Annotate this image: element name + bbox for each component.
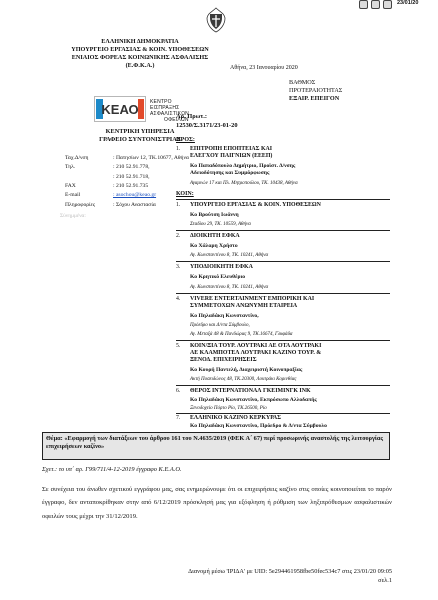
subject-text: Θέμα: «Εφαρμογή των διατάξεων του άρθρου 161 του Ν.4635/2019 (ΦΕΚ Α΄ 67) περί προσωρινής αναστολής της λειτουργίας επιχειρήσεων καζίνο» xyxy=(46,435,384,451)
cc-name: ΥΠΟΥΡΓΕΙΟ ΕΡΓΑΣΙΑΣ & ΚΟΙΝ. ΥΠΟΘΕΣΕΩΝ xyxy=(190,202,321,208)
recipient-representative: Κο Παπαδόπουλο Δημήτριο, Προϊστ. Δ/νσης xyxy=(190,163,296,169)
protocol-label: Αρ. Πρωτ.: xyxy=(176,113,207,120)
contact-value: : Πατησίων 12, ΤΚ.10677, Αθήνα xyxy=(113,155,189,161)
cc-address: Ακτή Ποσειδώνος 48, ΤΚ.20300, Λουτράκι Κορινθίας xyxy=(190,377,297,382)
cc-representative: Κο Πηλαδάκη Κωνσταντίνο, Πρόεδρο & Δ/ντα Σύμβουλο xyxy=(190,423,327,429)
contact-label: Ταχ.Δ/νση xyxy=(65,155,89,161)
divider xyxy=(176,293,390,294)
body-paragraph: Σε συνέχεια του άνωθεν σχετικού εγγράφου μας, σας ενημερώνουμε ότι οι επιχειρήσεις καζίνο στις οποίες κοινοποιείται το παρόν έγγραφο, δεν ανταποκρίθηκαν στην από 6/12/2019 πρόσκλησή μας για εξόφληση ή ρύθμιση των ληξιπρόθεσμων ασφαλιστικών οφειλών τους μέχρι την 31/12/2019. xyxy=(42,486,392,520)
contact-value: : Σόχου Αναστασία xyxy=(113,202,156,208)
greek-emblem-icon xyxy=(204,6,228,34)
faded-label: Σύνημμένα: xyxy=(60,213,86,219)
header-line: (Ε.Φ.Κ.Α.) xyxy=(125,62,155,69)
date-line: Αθήνα, 23 Ιανουαρίου 2020 xyxy=(230,65,298,71)
badge-icon xyxy=(383,0,392,9)
corner-badge xyxy=(357,0,438,10)
divider xyxy=(176,261,390,262)
header-line: ΕΝΙΑΙΟΣ ΦΟΡΕΑΣ ΚΟΙΝΩΝΙΚΗΣ ΑΣΦΑΛΙΣΗΣ xyxy=(71,54,209,61)
faded-stamp xyxy=(60,213,105,222)
corner-date: 23/01/20 xyxy=(397,0,419,6)
cc-representative: Κο Κρητικό Ελευθέριο xyxy=(190,274,246,280)
logo-caption: ΑΣΦΑΛΙΣΤΙΚΩΝ xyxy=(150,111,189,117)
divider xyxy=(176,413,390,414)
cc-representative: Κο Πηλαδάκη Κωνσταντίνο, Εκπρόσωπο Αλλοδαπής xyxy=(190,397,317,403)
cc-representative: Κο Πηλαδάκη Κωνσταντίνο, xyxy=(190,313,259,319)
contact-label: FAX xyxy=(65,183,76,189)
keao-logo xyxy=(94,96,146,122)
badge-icon xyxy=(359,0,368,9)
cc-address: Σταδίου 29, ΤΚ. 10559, Αθήνα xyxy=(190,222,251,227)
email-link[interactable]: : asochou@keao.gr xyxy=(113,192,157,198)
cc-name: ΔΙΟΙΚΗΤΗ ΕΦΚΑ xyxy=(190,233,240,239)
contact-value: : 210 52.91.735 xyxy=(113,183,149,189)
distribution-line: Διανομή μέσω 'ΙΡΙΔΑ' με UID: 5e294461958fbe50fec534c7 στις 23/01/20 09:05 xyxy=(188,568,392,575)
cc-address: Αγ. Μεταξά 48 & Πανδώρας 9, ΤΚ.16674, Γλυφάδα xyxy=(190,332,293,337)
contact-label: Πληροφορίες xyxy=(65,202,96,208)
cc-name: VIVERE ENTERTAINMENT ΕΜΠΟΡΙΚΗ ΚΑΙ xyxy=(190,296,315,302)
cc-number: 1. xyxy=(176,202,181,208)
badge-icon xyxy=(371,0,380,9)
recipient-number: 1. xyxy=(176,146,181,152)
cc-representative: Κο Βρούτση Ιωάννη xyxy=(190,212,239,218)
recipient-name: ΕΠΙΤΡΟΠΗ ΕΠΟΠΤΕΙΑΣ ΚΑΙ xyxy=(190,146,273,152)
cc-name: ΥΠΟΔΙΟΙΚΗΤΗ ΕΦΚΑ xyxy=(190,264,253,270)
cc-representative: Κο Χάλαρη Χρήστο xyxy=(190,243,238,249)
protocol-value: 12530/Σ.3171/23-01-20 xyxy=(176,122,238,129)
contact-value: : 210 52.91.718, xyxy=(113,174,150,180)
cc-representative: Κο Κουρή Παντελή, Διαχειριστή Κοινοπραξίας xyxy=(190,367,303,373)
divider xyxy=(176,340,390,341)
to-label: ΠΡΟΣ: xyxy=(176,137,195,143)
logo-caption: ΚΕΝΤΡΟ xyxy=(150,99,172,105)
cc-name: ΕΛΛΗΝΙΚΟ ΚΑΖΙΝΟ ΚΕΡΚΥΡΑΣ xyxy=(190,415,282,421)
cc-address: Πρόεδρο και Δ/ντα Σύμβουλο, xyxy=(190,323,250,328)
cc-number: 5. xyxy=(176,343,181,349)
cc-label: ΚΟΙΝ: xyxy=(176,191,194,197)
reference-line: Σχετ.: το υπ΄ αρ. Γ99/711/4-12-2019 έγγραφο Κ.Ε.Α.Ο. xyxy=(42,466,182,473)
cc-number: 6. xyxy=(176,388,181,394)
divider xyxy=(176,199,390,200)
cc-address: Αγ. Κωνσταντίνου 8, ΤΚ. 10241, Αθήνα xyxy=(190,253,269,258)
cc-address: Αγ. Κωνσταντίνου 8, ΤΚ. 10241, Αθήνα xyxy=(190,285,269,290)
cc-address: Ξενοδοχείο Πόρτο Ρίο, ΤΚ.26500, Ρίο xyxy=(190,406,267,411)
contact-value: : 210 52.91.778, xyxy=(113,164,150,170)
priority-label: ΒΑΘΜΟΣ xyxy=(289,79,316,86)
unit-line: ΚΕΝΤΡΙΚΗ ΥΠΗΡΕΣΙΑ xyxy=(105,128,175,135)
header-line: ΕΛΛΗΝΙΚΗ ΔΗΜΟΚΡΑΤΙΑ xyxy=(101,38,179,45)
recipient-address: Αγαμνών 17 και Πλ. Μητροπούλου, ΤΚ. 10438, Αθήνα xyxy=(190,181,298,186)
subject-box xyxy=(42,432,390,460)
cc-number: 7. xyxy=(176,415,181,421)
contact-label: E-mail xyxy=(65,192,81,198)
unit-line: ΓΡΑΦΕΙΟ ΣΥΝΤΟΝΙΣΤΡΙΑΣ xyxy=(99,136,181,143)
cc-number: 4. xyxy=(176,296,181,302)
page-number: σελ.1 xyxy=(378,577,392,584)
priority-sub: ΠΡΟΤΕΡΑΙΟΤΗΤΑΣ xyxy=(289,87,343,94)
recipient-representative: Αδειοδότησης και Συμμόρφωσης xyxy=(190,170,270,176)
cc-number: 2. xyxy=(176,233,181,239)
cc-name: ΚΟΙΝ/ΞΙΑ ΤΟΥΡ. ΛΟΥΤΡΑΚΙ ΑΕ ΟΤΑ ΛΟΥΤΡΑΚΙ xyxy=(190,343,322,349)
recipient-name: ΕΛΕΓΧΟΥ ΠΑΙΓΝΙΩΝ (ΕΕΕΠ) xyxy=(190,153,273,159)
cc-name: ΣΥΜΜΕΤΟΧΩΝ ΑΝΩΝΥΜΗ ΕΤΑΙΡΕΙΑ xyxy=(190,303,298,309)
cc-number: 3. xyxy=(176,264,181,270)
logo-caption: ΟΦΕΙΛΩΝ xyxy=(164,117,189,123)
divider xyxy=(176,385,390,386)
divider xyxy=(176,230,390,231)
logo-caption: ΕΙΣΠΡΑΞΗΣ xyxy=(150,105,180,111)
cc-name: ΘΕΡΟΣ ΙΝΤΕΡΝΑΤΙΟΝΑΛ ΓΚΕΙΜΙΝΓΚ ΙΝΚ xyxy=(190,388,311,394)
cc-name: ΑΕ ΚΛΑΜΠΟΤΕΛ ΛΟΥΤΡΑΚΙ ΚΑΖΙΝΟ ΤΟΥΡ. & xyxy=(190,350,322,356)
priority-value: ΕΞΑΙΡ. ΕΠΕΙΓΟΝ xyxy=(289,95,340,102)
logo-text: ΚΕΑΟ xyxy=(101,102,139,117)
contact-label: Τηλ. xyxy=(65,164,76,170)
header-line: ΥΠΟΥΡΓΕΙΟ ΕΡΓΑΣΙΑΣ & ΚΟΙΝ. ΥΠΟΘΕΣΕΩΝ xyxy=(71,46,209,53)
cc-name: ΞΕΝΟΔ. ΕΠΙΧΕΙΡΗΣΕΙΣ xyxy=(190,357,257,363)
